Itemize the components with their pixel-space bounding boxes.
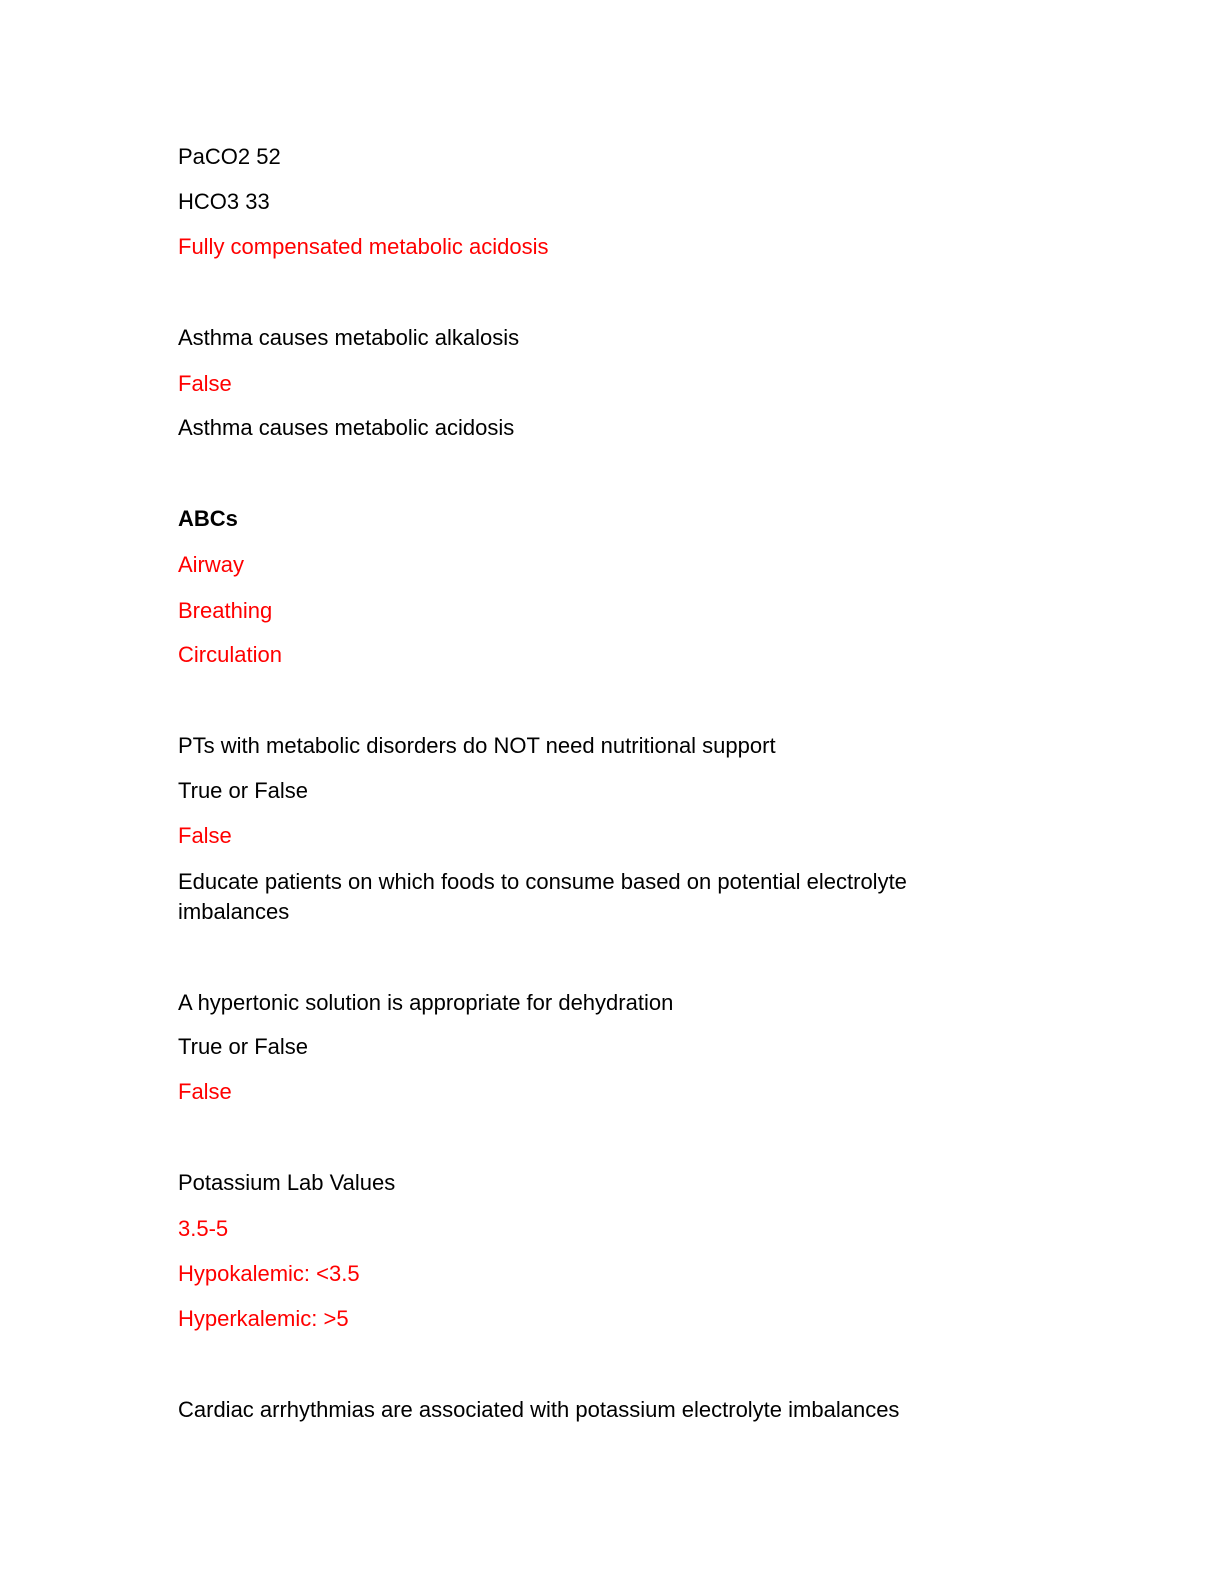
answer-text: Airway bbox=[178, 552, 245, 577]
answer-text: Fully compensated metabolic acidosis bbox=[178, 234, 549, 259]
answer-text: Breathing bbox=[178, 598, 273, 623]
answer-text: False bbox=[178, 1079, 232, 1104]
answer-text: 3.5-5 bbox=[178, 1216, 229, 1241]
question-prompt: True or False bbox=[178, 778, 309, 803]
answer-text: False bbox=[178, 371, 232, 396]
hco3-value: HCO3 33 bbox=[178, 189, 270, 214]
question-prompt: True or False bbox=[178, 1034, 309, 1059]
section-heading: ABCs bbox=[178, 506, 238, 531]
question-text: A hypertonic solution is appropriate for dehydration bbox=[178, 990, 674, 1015]
question-text: Potassium Lab Values bbox=[178, 1170, 396, 1195]
question-text: Asthma causes metabolic alkalosis bbox=[178, 325, 520, 350]
question-text: Cardiac arrhythmias are associated with potassium electrolyte imbalances bbox=[178, 1397, 900, 1422]
question-text: PTs with metabolic disorders do NOT need nutritional support bbox=[178, 733, 776, 758]
paco2-value: PaCO2 52 bbox=[178, 144, 281, 169]
answer-text: Hyperkalemic: >5 bbox=[178, 1306, 349, 1331]
explanation-text: Asthma causes metabolic acidosis bbox=[178, 415, 515, 440]
answer-text: False bbox=[178, 823, 232, 848]
answer-text: Hypokalemic: <3.5 bbox=[178, 1261, 360, 1286]
answer-text: Circulation bbox=[178, 642, 282, 667]
explanation-text: Educate patients on which foods to consume based on potential electrolyte imbalances bbox=[178, 869, 907, 924]
